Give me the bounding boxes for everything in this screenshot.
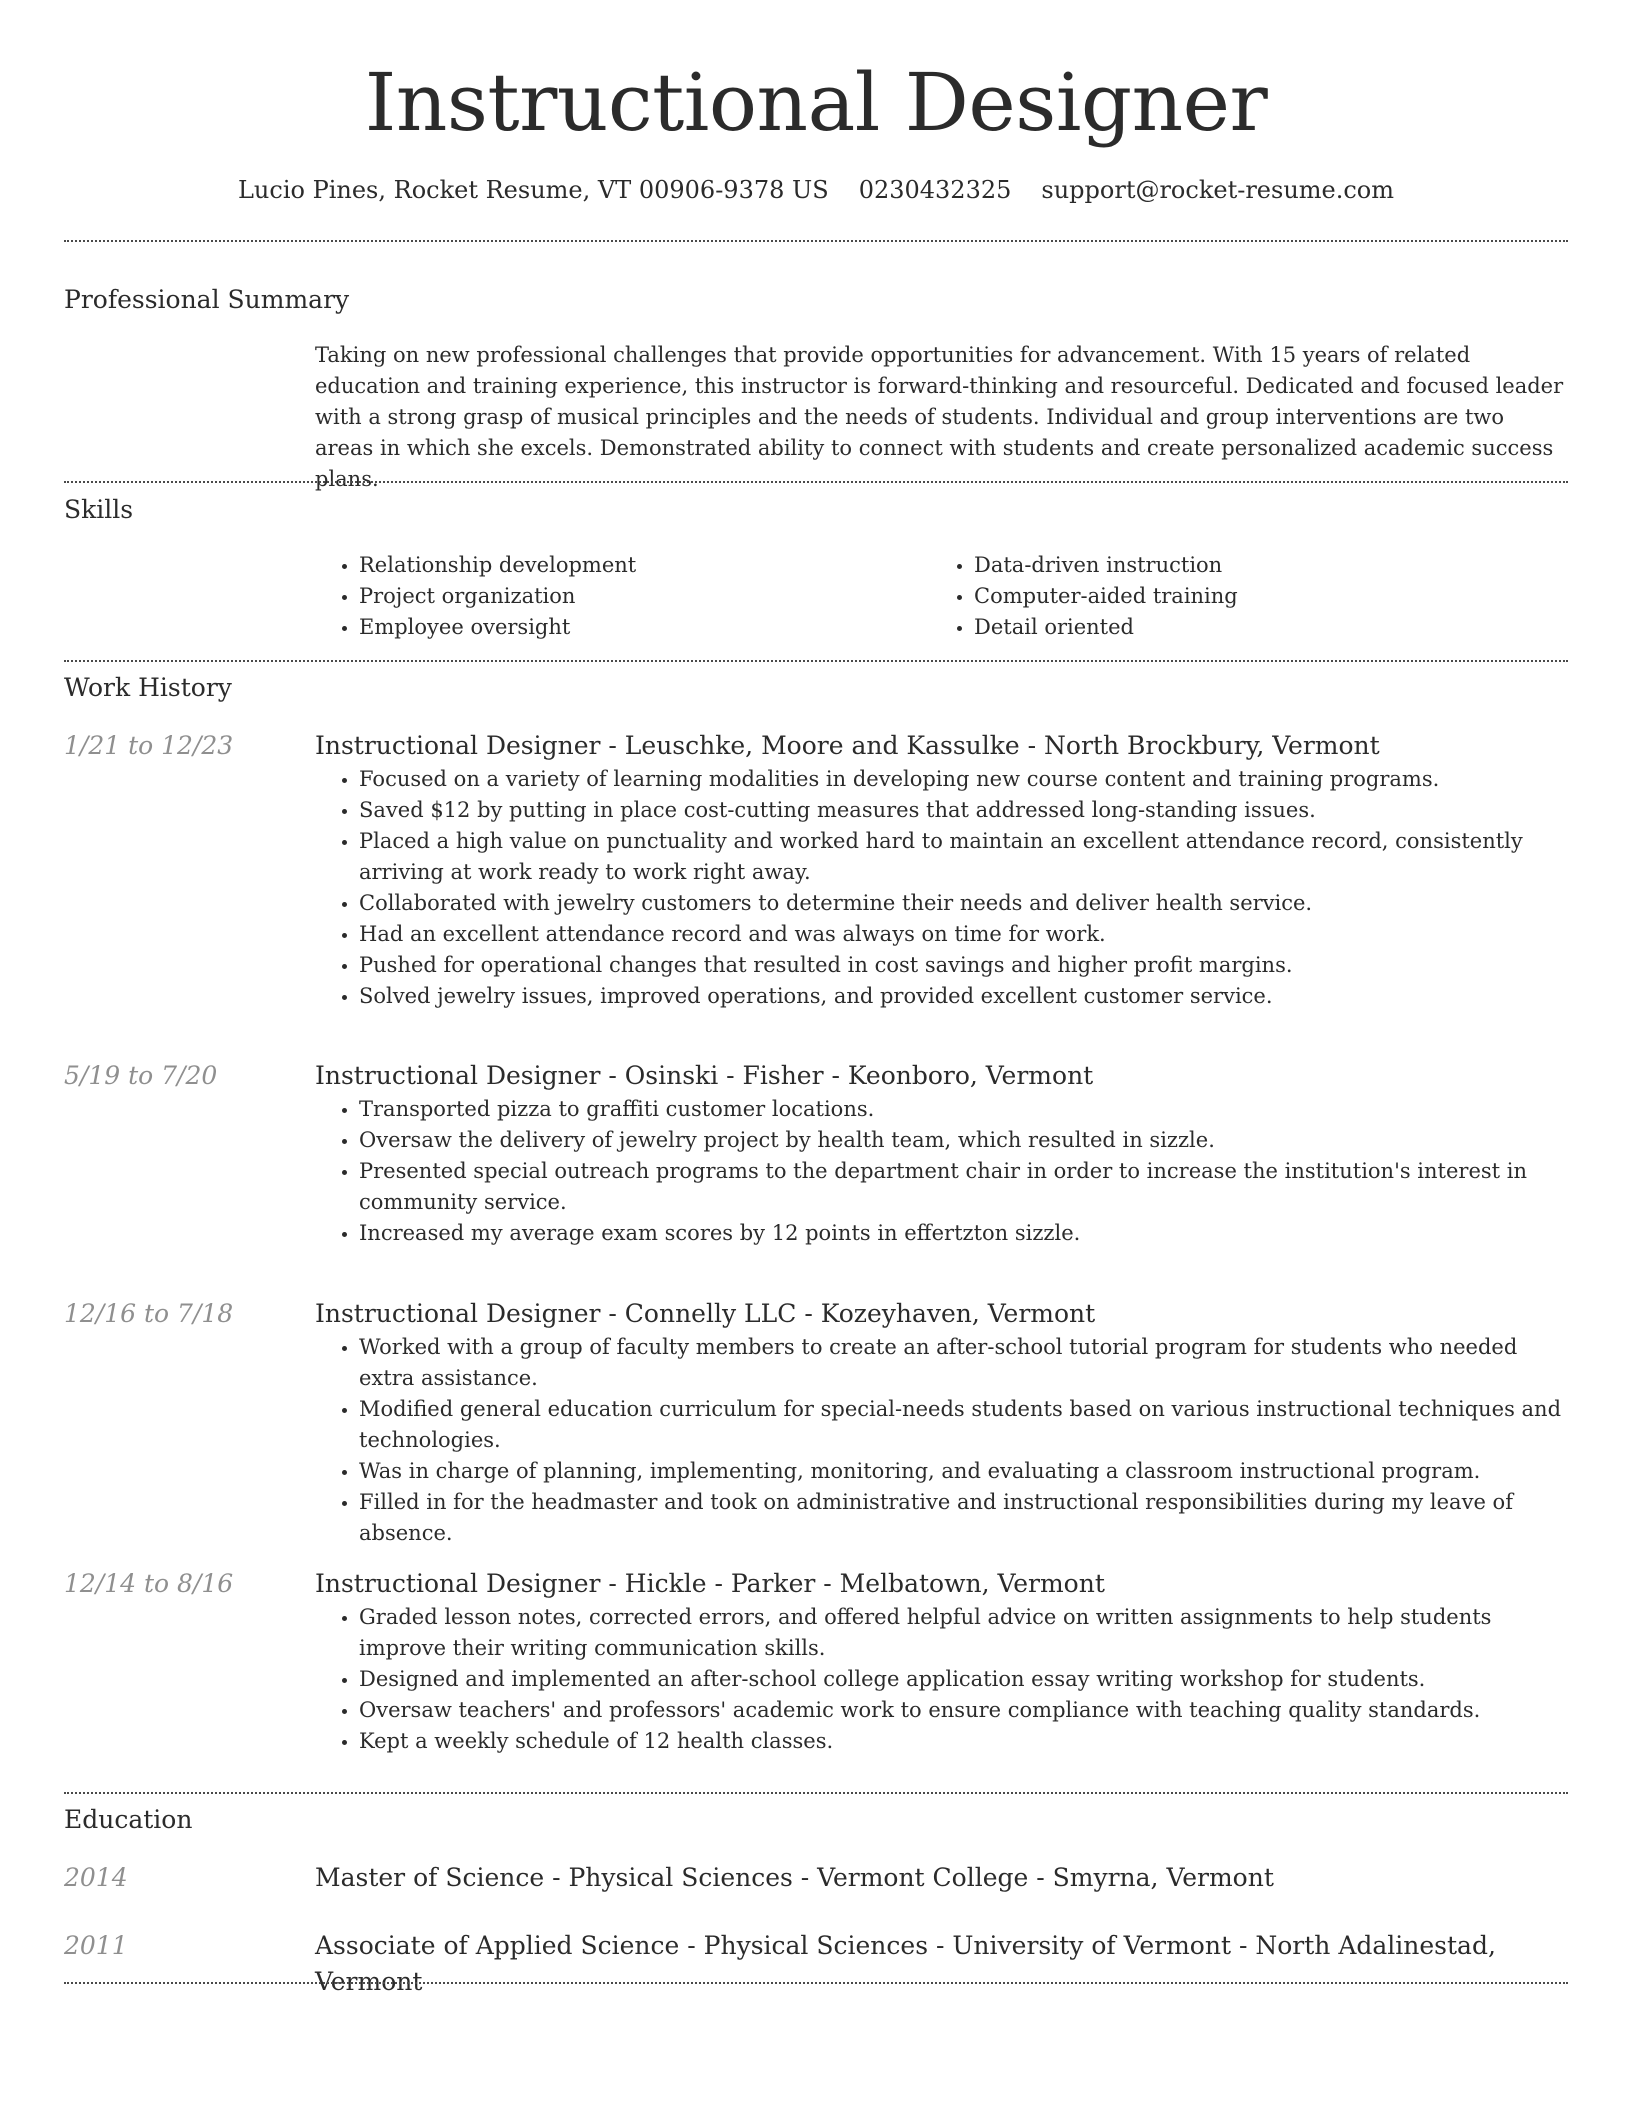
education-year: 2014 bbox=[64, 1863, 128, 1892]
job-bullet: • Worked with a group of faculty members to create an after-school tutorial program for students who needed extra assistance. bbox=[359, 1332, 1568, 1394]
skill-item: • Employee oversight bbox=[359, 612, 915, 643]
job-bullets bbox=[315, 1094, 1568, 1249]
skill-item: • Computer-aided training bbox=[974, 581, 1530, 612]
skills-section-title: Skills bbox=[64, 495, 134, 524]
job-bullet: • Designed and implemented an after-school college application essay writing workshop for students. bbox=[359, 1664, 1568, 1695]
job-bullets bbox=[315, 1602, 1568, 1757]
education-section-title: Education bbox=[64, 1805, 193, 1834]
resume-name-heading: Instructional Designer bbox=[364, 56, 1268, 149]
contact-line bbox=[64, 170, 1568, 210]
job-bullet: • Placed a high value on punctuality and worked hard to maintain an excellent attendance record, consistently arriving at work ready to work right away. bbox=[359, 826, 1568, 888]
job-dates: 5/19 to 7/20 bbox=[64, 1061, 218, 1090]
job-bullet: • Filled in for the headmaster and took on administrative and instructional responsibilities during my leave of absence. bbox=[359, 1487, 1568, 1549]
job-entry bbox=[315, 1058, 1568, 1249]
job-bullet: • Saved $12 by putting in place cost-cutting measures that addressed long-standing issues. bbox=[359, 795, 1568, 826]
job-dates: 1/21 to 12/23 bbox=[64, 731, 234, 760]
job-bullet: • Solved jewelry issues, improved operations, and provided excellent customer service. bbox=[359, 981, 1568, 1012]
job-bullet: • Presented special outreach programs to the department chair in order to increase the institution's interest in community service. bbox=[359, 1156, 1568, 1218]
contact-phone: 0230432325 bbox=[858, 176, 1012, 204]
job-bullet: • Focused on a variety of learning modalities in developing new course content and training programs. bbox=[359, 764, 1568, 795]
contact-email[interactable]: support@rocket-resume.com bbox=[1041, 176, 1395, 204]
section-divider bbox=[64, 240, 1568, 242]
education-entry: Associate of Applied Science - Physical Sciences - University of Vermont - North Adalinestad, Vermont bbox=[315, 1931, 1496, 1996]
job-entry bbox=[315, 728, 1568, 1012]
work-history-section-title: Work History bbox=[64, 673, 232, 702]
education-entry: Master of Science - Physical Sciences - Vermont College - Smyrna, Vermont bbox=[315, 1863, 1274, 1892]
section-divider bbox=[64, 660, 1568, 662]
job-title: Instructional Designer - Osinski - Fisher - Keonboro, Vermont bbox=[315, 1061, 1094, 1090]
job-dates: 12/16 to 7/18 bbox=[64, 1299, 234, 1328]
job-bullets bbox=[315, 1332, 1568, 1549]
section-divider bbox=[64, 1792, 1568, 1794]
skill-item: • Relationship development bbox=[359, 550, 915, 581]
skill-item: • Project organization bbox=[359, 581, 915, 612]
job-title: Instructional Designer - Hickle - Parker - Melbatown, Vermont bbox=[315, 1569, 1105, 1598]
job-title: Instructional Designer - Leuschke, Moore and Kassulke - North Brockbury, Vermont bbox=[315, 731, 1380, 760]
job-bullet: • Collaborated with jewelry customers to determine their needs and deliver health service. bbox=[359, 888, 1568, 919]
job-bullets bbox=[315, 764, 1568, 1012]
job-bullet: • Kept a weekly schedule of 12 health classes. bbox=[359, 1726, 1568, 1757]
skill-item: • Detail oriented bbox=[974, 612, 1530, 643]
contact-address: Lucio Pines, Rocket Resume, VT 00906-9378 US bbox=[237, 176, 829, 204]
education-year: 2011 bbox=[64, 1931, 128, 1960]
job-bullet: • Pushed for operational changes that resulted in cost savings and higher profit margins. bbox=[359, 950, 1568, 981]
skills-column-left bbox=[315, 550, 915, 643]
job-bullet: • Transported pizza to graffiti customer locations. bbox=[359, 1094, 1568, 1125]
job-bullet: • Was in charge of planning, implementing, monitoring, and evaluating a classroom instructional program. bbox=[359, 1456, 1568, 1487]
section-divider bbox=[64, 481, 1568, 483]
section-divider bbox=[64, 1982, 1568, 1984]
job-bullet: • Increased my average exam scores by 12 points in effertzton sizzle. bbox=[359, 1218, 1568, 1249]
job-bullet: • Modified general education curriculum for special-needs students based on various instructional techniques and technologies. bbox=[359, 1394, 1568, 1456]
skills-column-right bbox=[930, 550, 1530, 643]
job-title: Instructional Designer - Connelly LLC - Kozeyhaven, Vermont bbox=[315, 1299, 1096, 1328]
skills-list bbox=[315, 550, 1568, 646]
job-bullet: • Oversaw the delivery of jewelry project by health team, which resulted in sizzle. bbox=[359, 1125, 1568, 1156]
job-bullet: • Graded lesson notes, corrected errors, and offered helpful advice on written assignments to help students improve their writing communication skills. bbox=[359, 1602, 1568, 1664]
job-entry bbox=[315, 1566, 1568, 1757]
job-entry bbox=[315, 1296, 1568, 1549]
summary-text: Taking on new professional challenges that provide opportunities for advancement. With 15 years of related education and training experience, this instructor is forward-thinking and resourceful. Dedicated and focused leader with a strong grasp of musical principles and the needs of students. Individual and group interventions are two areas in which she excels. Demonstrated ability to connect with students and create personalized academic success plans. bbox=[315, 343, 1564, 491]
skill-item: • Data-driven instruction bbox=[974, 550, 1530, 581]
job-bullet: • Had an excellent attendance record and was always on time for work. bbox=[359, 919, 1568, 950]
job-dates: 12/14 to 8/16 bbox=[64, 1569, 234, 1598]
summary-section-title: Professional Summary bbox=[64, 285, 350, 314]
job-bullet: • Oversaw teachers' and professors' academic work to ensure compliance with teaching quality standards. bbox=[359, 1695, 1568, 1726]
